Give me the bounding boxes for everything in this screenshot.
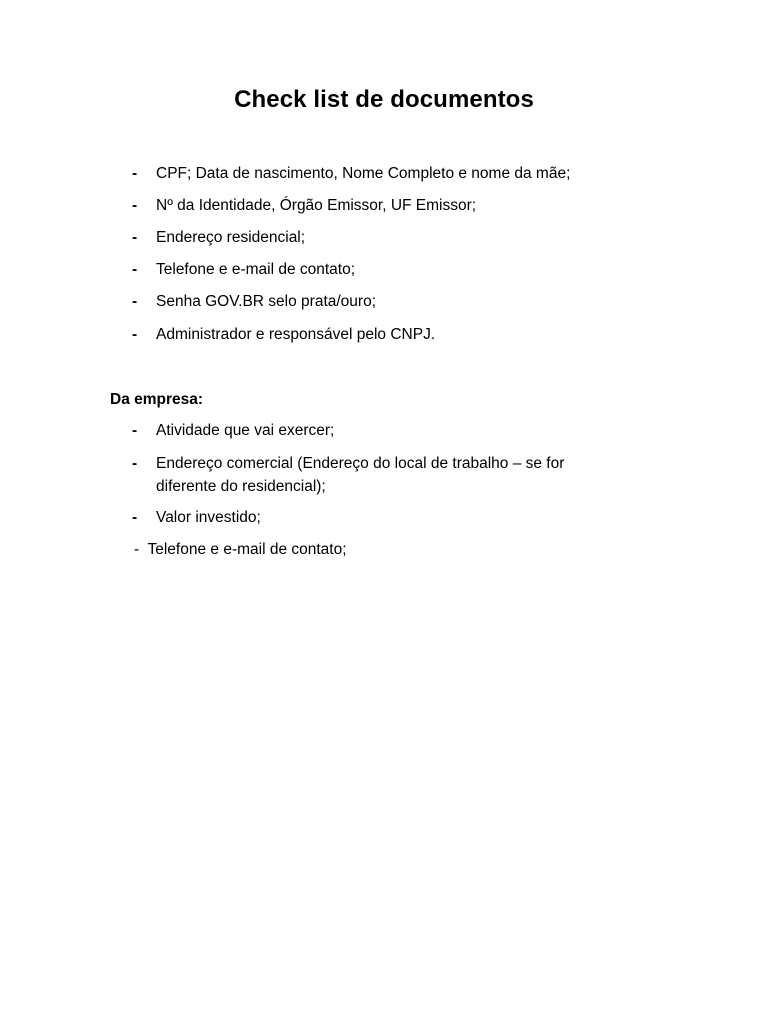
- list-item-text: Senha GOV.BR selo prata/ouro;: [156, 293, 377, 310]
- list-item-text: Endereço residencial;: [156, 229, 306, 246]
- document-title: Check list de documentos: [234, 86, 534, 113]
- list-item-text: Nº da Identidade, Órgão Emissor, UF Emissor;: [156, 197, 477, 214]
- bullet-dash: -: [132, 229, 138, 246]
- company-section-label: Da empresa:: [110, 391, 204, 408]
- bullet-dash: -: [132, 293, 138, 310]
- bullet-dash: -: [132, 455, 138, 472]
- list-item-text: Atividade que vai exercer;: [156, 422, 335, 439]
- bullet-dash: -: [132, 165, 138, 182]
- bullet-dash: -: [132, 509, 138, 526]
- list-item-text: Administrador e responsável pelo CNPJ.: [156, 326, 436, 343]
- list-item-text: Endereço comercial (Endereço do local de trabalho – se for diferente do residencial);: [156, 455, 565, 495]
- list-item-plain: - Telefone e e-mail de contato;: [134, 541, 347, 558]
- list-item-text: CPF; Data de nascimento, Nome Completo e nome da mãe;: [156, 165, 571, 182]
- bullet-dash: -: [132, 326, 138, 343]
- list-item-text: Valor investido;: [156, 509, 261, 526]
- bullet-dash: -: [132, 422, 138, 439]
- bullet-dash: -: [132, 197, 138, 214]
- bullet-dash: -: [132, 261, 138, 278]
- list-item-text: Telefone e e-mail de contato;: [156, 261, 356, 278]
